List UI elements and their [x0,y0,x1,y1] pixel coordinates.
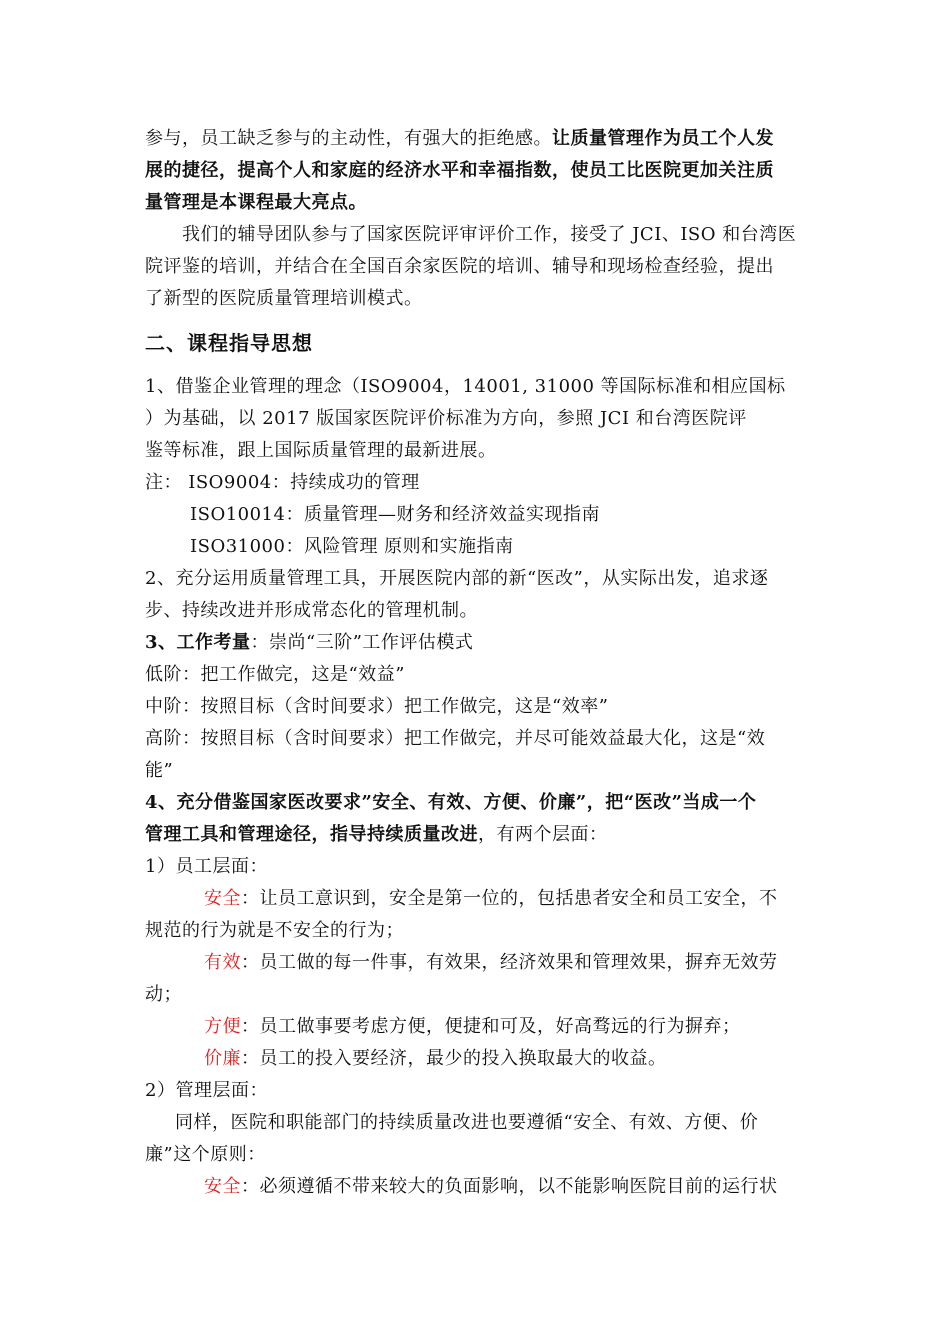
item1-line2: ）为基础，以 2017 版国家医院评价标准为方向，参照 JCI 和台湾医院评 [145,408,747,429]
item3-mid: 中阶：按照目标（含时间要求）把工作做完，这是“效率” [145,696,609,717]
item1-line3: 鉴等标准，跟上国际质量管理的最新进展。 [145,440,497,461]
section-heading: 二、课程指导思想 [145,331,313,355]
item3-line: 3、工作考量：崇尚“三阶”工作评估模式 [145,632,474,653]
item3-high-line2: 能” [145,760,174,781]
staff-safe-line2: 规范的行为就是不安全的行为； [145,920,404,941]
staff-safe-line1: 安全：让员工意识到，安全是第一位的，包括患者安全和员工安全，不 [204,888,778,909]
item3-low: 低阶：把工作做完，这是“效益” [145,664,405,685]
staff-effective-line2: 动； [145,984,182,1005]
management-heading: 2）管理层面： [145,1080,268,1101]
note-iso10014: ISO10014：质量管理—财务和经济效益实现指南 [190,504,600,525]
para2-line2: 院评鉴的培训，并结合在全国百余家医院的培训、辅导和现场检查经验，提出 [145,256,774,277]
item2-line1: 2、充分运用质量管理工具，开展医院内部的新“医改”，从实际出发，追求逐 [145,568,769,589]
para1-line3: 量管理是本课程最大亮点。 [145,192,367,213]
note-iso31000: ISO31000：风险管理 原则和实施指南 [190,536,514,557]
item4-line1: 4、充分借鉴国家医改要求”安全、有效、方便、价廉”，把“医改”当成一个 [145,792,757,813]
note-iso9004: 注： ISO9004：持续成功的管理 [145,472,420,493]
item4-line2: 管理工具和管理途径，指导持续质量改进，有两个层面： [145,824,608,845]
item3-high-line1: 高阶：按照目标（含时间要求）把工作做完，并尽可能效益最大化，这是“效 [145,728,766,749]
para2-line3: 了新型的医院质量管理培训模式。 [145,288,423,309]
para1-line1: 参与，员工缺乏参与的主动性，有强大的拒绝感。让质量管理作为员工个人发 [145,128,774,149]
para1-line2: 展的捷径，提高个人和家庭的经济水平和幸福指数，使员工比医院更加关注质 [145,160,774,181]
item2-line2: 步、持续改进并形成常态化的管理机制。 [145,600,478,621]
staff-convenient-line: 方便：员工做事要考虑方便，便捷和可及，好高骛远的行为摒弃； [204,1016,741,1037]
management-intro-line1: 同样，医院和职能部门的持续质量改进也要遵循“安全、有效、方便、价 [175,1112,759,1133]
management-safe-line1: 安全：必须遵循不带来较大的负面影响，以不能影响医院目前的运行状 [204,1176,778,1197]
staff-cheap-line: 价廉：员工的投入要经济，最少的投入换取最大的收益。 [204,1048,667,1069]
management-intro-line2: 廉”这个原则： [145,1144,266,1165]
item1-line1: 1、借鉴企业管理的理念（ISO9004，14001, 31000 等国际标准和相应国标 [145,376,786,397]
para2-line1: 我们的辅导团队参与了国家医院评审评价工作，接受了 JCI、ISO 和台湾医 [182,224,797,245]
staff-effective-line1: 有效：员工做的每一件事，有效果，经济效果和管理效果，摒弃无效劳 [204,952,778,973]
staff-heading: 1）员工层面： [145,856,268,877]
